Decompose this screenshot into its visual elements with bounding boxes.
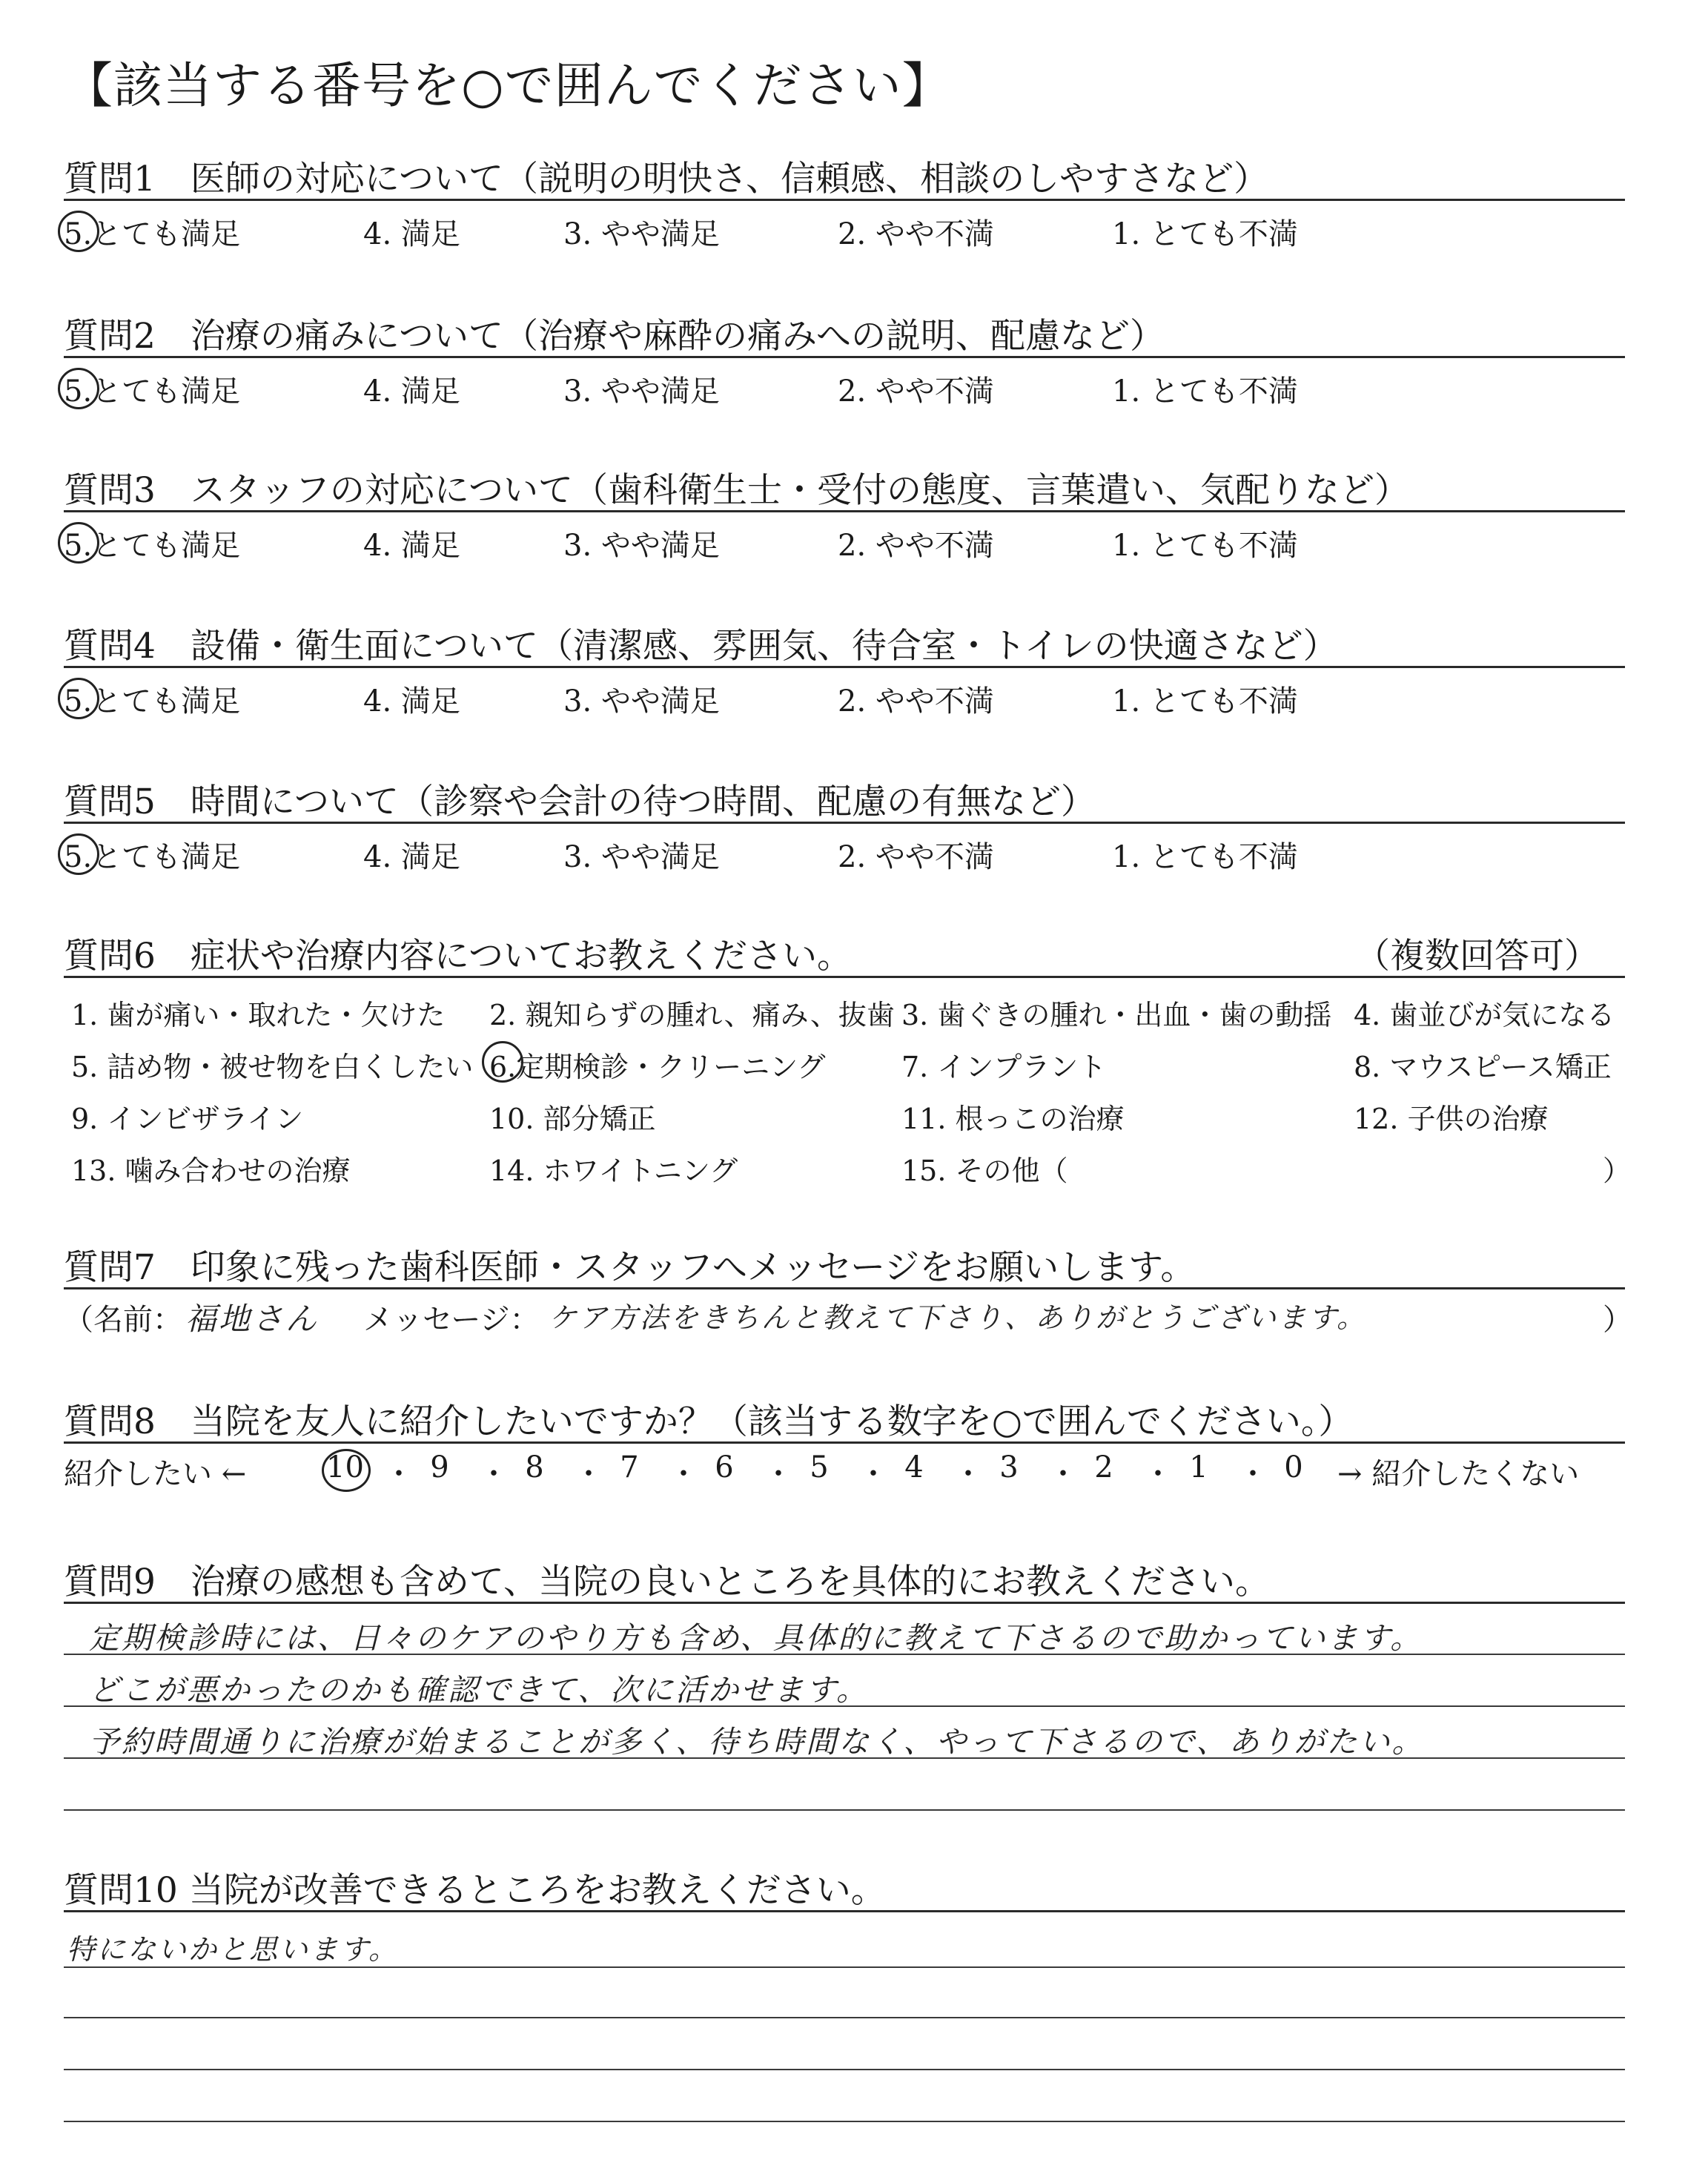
q8-score-1[interactable]: 1 bbox=[1189, 1450, 1208, 1484]
q5-rule bbox=[64, 822, 1625, 824]
q8-left-label: 紹介したい ← bbox=[64, 1457, 247, 1491]
q4-option-1[interactable]: 1. とても不満 bbox=[1112, 684, 1298, 719]
q6-option-3[interactable]: 3. 歯ぐきの腫れ・出血・歯の動揺 bbox=[901, 999, 1332, 1031]
q2-option-3[interactable]: 3. やや満足 bbox=[563, 374, 720, 409]
q8-rule bbox=[64, 1441, 1625, 1444]
q8-score-5[interactable]: 5 bbox=[810, 1450, 829, 1484]
q5-option-5[interactable]: 5.とても満足 bbox=[64, 840, 241, 874]
q5-title: 質問5 時間について（診察や会計の待つ時間、配慮の有無など） bbox=[64, 782, 1096, 822]
q9-answer-line[interactable]: 定期検診時には、日々のケアのやり方も含め、具体的に教えて下さるので助かっています。 bbox=[89, 1620, 1423, 1656]
q9-rule bbox=[64, 1602, 1625, 1604]
q8-score-6[interactable]: 6 bbox=[715, 1450, 734, 1484]
q1-option-1[interactable]: 1. とても不満 bbox=[1112, 217, 1298, 251]
q8-score-2[interactable]: 2 bbox=[1094, 1450, 1113, 1484]
q10-writing-line bbox=[64, 2017, 1625, 2018]
q7-name-label: （名前： bbox=[64, 1303, 182, 1337]
q4-option-3[interactable]: 3. やや満足 bbox=[563, 684, 720, 719]
q2-option-5[interactable]: 5.とても満足 bbox=[64, 374, 241, 409]
page-heading: 【該当する番号を○で囲んでください】 bbox=[64, 57, 952, 114]
q6-option-10[interactable]: 10. 部分矯正 bbox=[489, 1103, 656, 1135]
q8-right-label: → 紹介したくない bbox=[1337, 1457, 1580, 1491]
q3-option-1[interactable]: 1. とても不満 bbox=[1112, 529, 1298, 563]
q8-score-0[interactable]: 0 bbox=[1284, 1450, 1303, 1484]
q2-selected-circle bbox=[58, 368, 99, 409]
q5-option-2[interactable]: 2. やや不満 bbox=[838, 840, 994, 874]
q8-title: 質問8 当院を友人に紹介したいですか？（該当する数字を○で囲んでください。） bbox=[64, 1401, 1354, 1442]
q8-score-9[interactable]: 9 bbox=[430, 1450, 449, 1484]
q7-message-label: メッセージ： bbox=[363, 1303, 540, 1337]
q9-writing-line bbox=[64, 1809, 1625, 1811]
q8-separator-dot: ・ bbox=[669, 1457, 698, 1491]
q7-rule bbox=[64, 1287, 1625, 1289]
q7-close: ） bbox=[1603, 1303, 1632, 1337]
q3-rule bbox=[64, 510, 1625, 512]
q8-separator-dot: ・ bbox=[1143, 1457, 1173, 1491]
q6-option-15[interactable]: 15. その他（ bbox=[901, 1155, 1068, 1187]
q6-option-6[interactable]: 6.定期検診・クリーニング bbox=[489, 1051, 826, 1083]
q1-selected-circle bbox=[58, 211, 99, 252]
q9-answer-line[interactable]: 予約時間通りに治療が始まることが多く、待ち時間なく、やって下さるので、ありがたい。 bbox=[89, 1724, 1425, 1760]
q4-option-5[interactable]: 5.とても満足 bbox=[64, 684, 241, 719]
q6-selected-circle bbox=[482, 1041, 523, 1083]
q5-option-4[interactable]: 4. 満足 bbox=[363, 840, 460, 874]
q6-option-12[interactable]: 12. 子供の治療 bbox=[1354, 1103, 1549, 1135]
q5-option-3[interactable]: 3. やや満足 bbox=[563, 840, 720, 874]
q1-option-4[interactable]: 4. 満足 bbox=[363, 217, 460, 251]
q2-option-2[interactable]: 2. やや不満 bbox=[838, 374, 994, 409]
q6-option-13[interactable]: 13. 噛み合わせの治療 bbox=[71, 1155, 351, 1187]
q1-option-2[interactable]: 2. やや不満 bbox=[838, 217, 994, 251]
q3-selected-circle bbox=[58, 522, 99, 564]
q8-score-3[interactable]: 3 bbox=[999, 1450, 1019, 1484]
q1-option-5[interactable]: 5.とても満足 bbox=[64, 217, 241, 251]
q2-option-1[interactable]: 1. とても不満 bbox=[1112, 374, 1298, 409]
q6-option-2[interactable]: 2. 親知らずの腫れ、痛み、抜歯 bbox=[489, 999, 895, 1031]
q6-option-7[interactable]: 7. インプラント bbox=[901, 1051, 1107, 1083]
q6-other-close: ） bbox=[1603, 1155, 1632, 1187]
q1-rule bbox=[64, 199, 1625, 201]
q10-title: 質問10 当院が改善できるところをお教えください。 bbox=[64, 1870, 886, 1911]
q3-option-3[interactable]: 3. やや満足 bbox=[563, 529, 720, 563]
q10-writing-line bbox=[64, 2069, 1625, 2070]
q3-option-4[interactable]: 4. 満足 bbox=[363, 529, 460, 563]
q6-option-14[interactable]: 14. ホワイトニング bbox=[489, 1155, 738, 1187]
q2-title: 質問2 治療の痛みについて（治療や麻酔の痛みへの説明、配慮など） bbox=[64, 316, 1165, 357]
q6-option-1[interactable]: 1. 歯が痛い・取れた・欠けた bbox=[71, 999, 446, 1031]
q8-separator-dot: ・ bbox=[1238, 1457, 1268, 1491]
q8-score-7[interactable]: 7 bbox=[620, 1450, 639, 1484]
q4-rule bbox=[64, 666, 1625, 668]
q3-option-2[interactable]: 2. やや不満 bbox=[838, 529, 994, 563]
q6-option-9[interactable]: 9. インビザライン bbox=[71, 1103, 304, 1135]
q7-message-value[interactable]: ケア方法をきちんと教えて下さり、ありがとうございます。 bbox=[549, 1301, 1367, 1334]
q9-title: 質問9 治療の感想も含めて、当院の良いところを具体的にお教えください。 bbox=[64, 1562, 1270, 1602]
q7-title: 質問7 印象に残った歯科医師・スタッフへメッセージをお願いします。 bbox=[64, 1247, 1196, 1288]
q5-option-1[interactable]: 1. とても不満 bbox=[1112, 840, 1298, 874]
q4-option-4[interactable]: 4. 満足 bbox=[363, 684, 460, 719]
q6-rule bbox=[64, 976, 1625, 978]
q8-separator-dot: ・ bbox=[764, 1457, 793, 1491]
q10-writing-line bbox=[64, 2121, 1625, 2122]
q8-separator-dot: ・ bbox=[858, 1457, 888, 1491]
q1-title: 質問1 医師の対応について（説明の明快さ、信頼感、相談のしやすさなど） bbox=[64, 159, 1269, 199]
q8-score-8[interactable]: 8 bbox=[525, 1450, 544, 1484]
q4-selected-circle bbox=[58, 678, 99, 719]
q6-title: 質問6 症状や治療内容についてお教えください。 bbox=[64, 936, 852, 977]
q3-title: 質問3 スタッフの対応について（歯科衛生士・受付の態度、言葉遣い、気配りなど） bbox=[64, 470, 1409, 511]
q8-selected-circle bbox=[322, 1449, 371, 1492]
q6-option-4[interactable]: 4. 歯並びが気になる bbox=[1354, 999, 1615, 1031]
q4-option-2[interactable]: 2. やや不満 bbox=[838, 684, 994, 719]
q2-rule bbox=[64, 356, 1625, 358]
q8-score-10[interactable]: 10 bbox=[326, 1450, 364, 1484]
q2-option-4[interactable]: 4. 満足 bbox=[363, 374, 460, 409]
q5-selected-circle bbox=[58, 833, 99, 875]
q8-separator-dot: ・ bbox=[384, 1457, 414, 1491]
q9-answer-line[interactable]: どこが悪かったのかも確認できて、次に活かせます。 bbox=[89, 1672, 869, 1708]
q7-name-value[interactable]: 福地さん bbox=[185, 1301, 320, 1337]
q6-note: （複数回答可） bbox=[1355, 936, 1599, 977]
q8-separator-dot: ・ bbox=[1048, 1457, 1078, 1491]
q6-option-11[interactable]: 11. 根っこの治療 bbox=[901, 1103, 1125, 1135]
q1-option-3[interactable]: 3. やや満足 bbox=[563, 217, 720, 251]
q8-score-4[interactable]: 4 bbox=[904, 1450, 924, 1484]
q10-rule bbox=[64, 1910, 1625, 1912]
q8-separator-dot: ・ bbox=[953, 1457, 983, 1491]
q3-option-5[interactable]: 5.とても満足 bbox=[64, 529, 241, 563]
q8-separator-dot: ・ bbox=[574, 1457, 603, 1491]
q6-option-8[interactable]: 8. マウスピース矯正 bbox=[1354, 1051, 1612, 1083]
q6-option-5[interactable]: 5. 詰め物・被せ物を白くしたい bbox=[71, 1051, 474, 1083]
q8-separator-dot: ・ bbox=[479, 1457, 509, 1491]
q4-title: 質問4 設備・衛生面について（清潔感、雰囲気、待合室・トイレの快適さなど） bbox=[64, 626, 1338, 667]
q10-answer-line[interactable]: 特にないかと思います。 bbox=[67, 1933, 399, 1966]
